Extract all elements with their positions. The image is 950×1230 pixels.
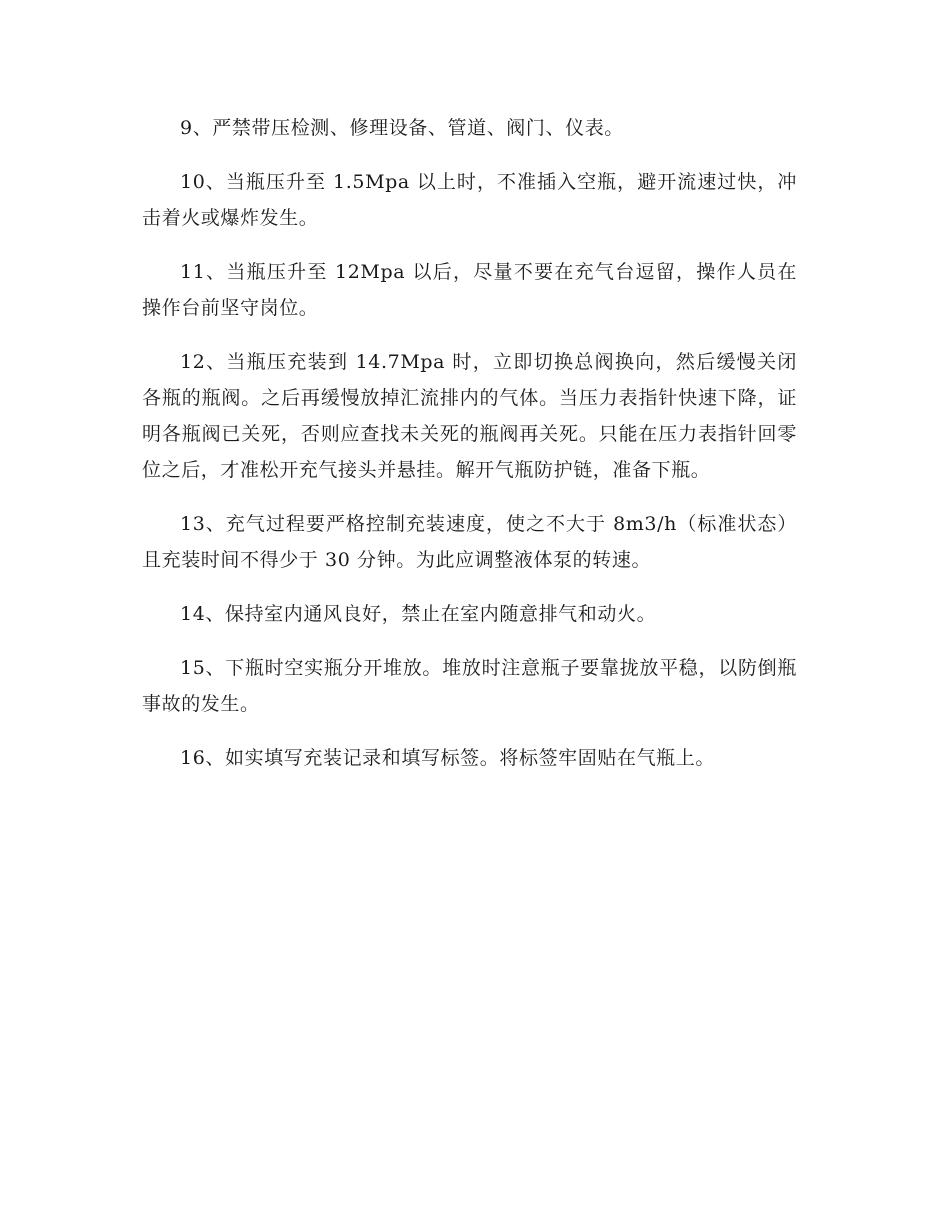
paragraph-item-14: 14、保持室内通风良好，禁止在室内随意排气和动火。: [180, 603, 657, 625]
paragraph-item-9: 9、严禁带压检测、修理设备、管道、阀门、仪表。: [180, 117, 624, 139]
document-body: [142, 110, 797, 794]
paragraph-item-10: 10、当瓶压升至 1.5Mpa 以上时，不准插入空瓶，避开流速过快，冲击着火或爆炸发生。: [142, 171, 797, 229]
paragraph-item-16: 16、如实填写充装记录和填写标签。将标签牢固贴在气瓶上。: [180, 747, 715, 769]
paragraph-item-12: 12、当瓶压充装到 14.7Mpa 时，立即切换总阀换向，然后缓慢关闭各瓶的瓶阀。之后再缓慢放掉汇流排内的气体。当压力表指针快速下降，证明各瓶阀已关死，否则应查找未关死的瓶阀再关死。只能在压力表指针回零位之后，才准松开充气接头并悬挂。解开气瓶防护链，准备下瓶。: [142, 351, 797, 481]
paragraph-item-13: 13、充气过程要严格控制充装速度，使之不大于 8m3/h（标准状态）且充装时间不得少于 30 分钟。为此应调整液体泵的转速。: [142, 513, 797, 571]
paragraph-item-15: 15、下瓶时空实瓶分开堆放。堆放时注意瓶子要靠拢放平稳，以防倒瓶事故的发生。: [142, 657, 797, 715]
paragraph-item-11: 11、当瓶压升至 12Mpa 以后，尽量不要在充气台逗留，操作人员在操作台前坚守岗位。: [142, 261, 797, 319]
